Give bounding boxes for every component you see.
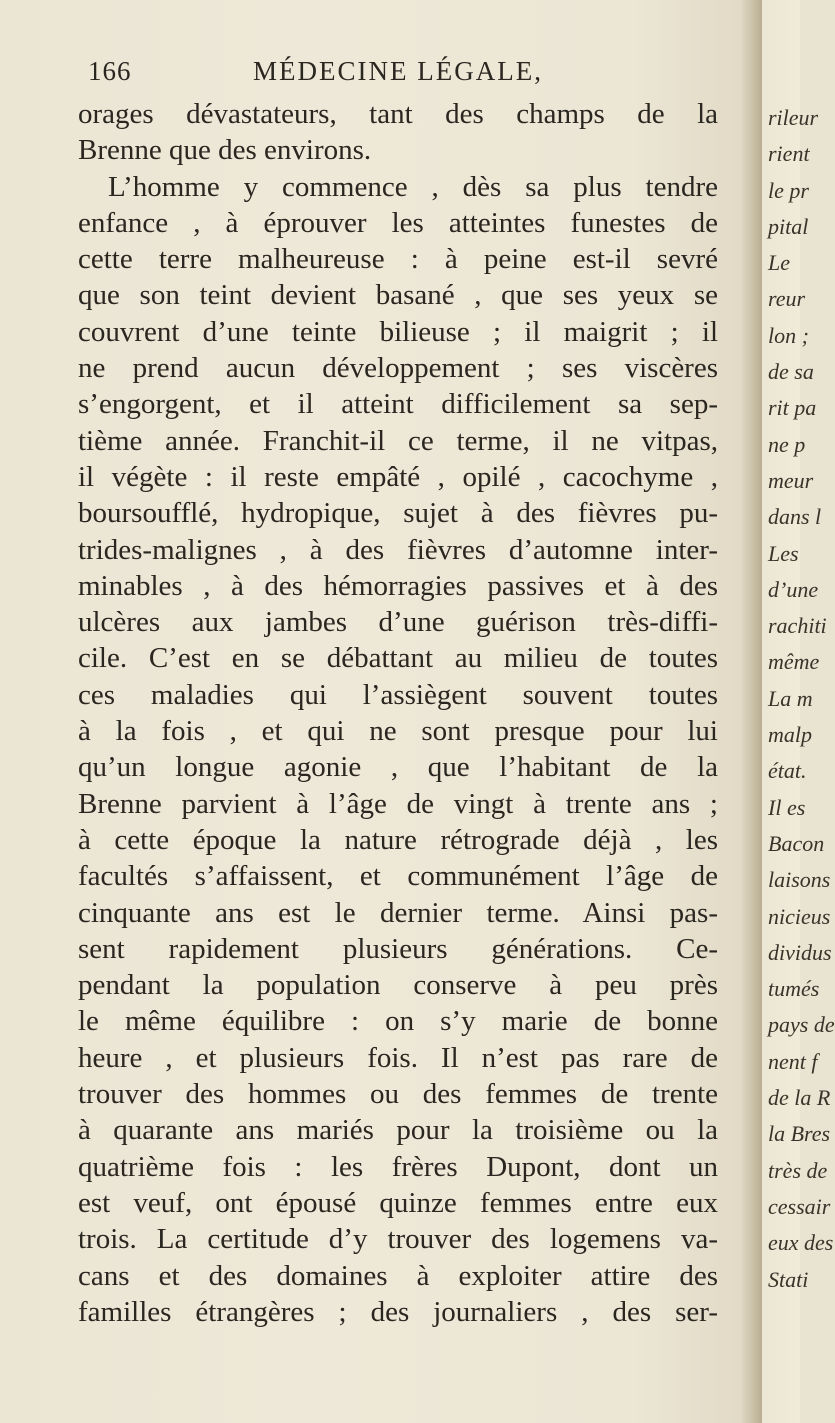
- text-line: s’engorgent, et il atteint difficilement sa sep-: [78, 388, 718, 421]
- text-line: couvrent d’une teinte bilieuse ; il maigrit ; il: [78, 315, 718, 348]
- fragment: nicieus: [768, 903, 831, 929]
- fragment: tumés: [768, 976, 820, 1002]
- fragment: état.: [768, 758, 807, 784]
- text-line: pendant la population conserve à peu près: [78, 969, 718, 1002]
- text-line: sent rapidement plusieurs générations. Ce-: [78, 932, 718, 965]
- book-gutter: [742, 0, 762, 1423]
- text-line: orages dévastateurs, tant des champs de la: [78, 98, 718, 130]
- text-line: qu’un longue agonie , que l’habitant de la: [78, 751, 718, 784]
- fragment: de sa: [768, 359, 814, 385]
- text-line: boursoufflé, hydropique, sujet à des fièvres pu-: [78, 497, 718, 530]
- fragment: rient: [768, 141, 810, 167]
- fragment: rachiti: [768, 613, 827, 639]
- fragment: rileur: [768, 105, 819, 130]
- text-line: que son teint devient basané , que ses yeux se: [78, 279, 718, 312]
- text-line: cette terre malheureuse : à peine est-il sevré: [78, 243, 718, 276]
- fragment: ne p: [768, 431, 806, 457]
- text-line: ulcères aux jambes d’une guérison très-diffi-: [78, 606, 718, 639]
- text-line: Brenne parvient à l’âge de vingt à trente ans ;: [78, 787, 718, 820]
- adjacent-page-edge: [762, 0, 835, 1423]
- fragment: Les: [768, 540, 799, 566]
- text-line: trouver des hommes ou des femmes de trente: [78, 1078, 718, 1111]
- text-line: enfance , à éprouver les atteintes funestes de: [78, 206, 718, 239]
- fragment: d’une: [768, 576, 819, 602]
- text-line: à quarante ans mariés pour la troisième ou la: [78, 1114, 718, 1147]
- text-line: à cette époque la nature rétrograde déjà , les: [78, 823, 718, 856]
- fragment: Stati: [768, 1266, 809, 1292]
- fragment: la Bres: [768, 1121, 831, 1147]
- text-line: le même équilibre : on s’y marie de bonne: [78, 1005, 718, 1038]
- fragment: Le: [768, 250, 790, 276]
- fragment: très de: [768, 1157, 828, 1183]
- text-line: Brenne que des environs.: [78, 134, 372, 167]
- text-line: heure , et plusieurs fois. Il n’est pas rare de: [78, 1041, 718, 1074]
- fragment: de la R: [768, 1085, 831, 1111]
- text-line: quatrième fois : les frères Dupont, dont un: [78, 1150, 718, 1183]
- fragment: reur: [768, 286, 806, 312]
- text-line: facultés s’affaissent, et communément l’âge de: [78, 860, 718, 893]
- fragment: dans l: [768, 504, 822, 530]
- fragment: eux des: [768, 1230, 834, 1256]
- fragment: nent f: [768, 1048, 818, 1074]
- page-number: 166: [88, 56, 132, 86]
- text-line: trides-malignes , à des fièvres d’automne inter-: [78, 533, 718, 566]
- fragment: lon ;: [768, 322, 809, 348]
- fragment: pital: [768, 213, 809, 239]
- fragment: meur: [768, 467, 814, 493]
- text-line: à la fois , et qui ne sont presque pour lui: [78, 715, 718, 748]
- text-line: cinquante ans est le dernier terme. Ainsi pas-: [78, 896, 718, 929]
- fragment: le pr: [768, 177, 809, 203]
- fragment: cessair: [768, 1193, 831, 1219]
- text-line: cans et des domaines à exploiter attire des: [78, 1259, 718, 1292]
- fragment: rit pa: [768, 395, 817, 421]
- text-line: trois. La certitude d’y trouver des logemens va-: [78, 1223, 718, 1256]
- text-line: ne prend aucun développement ; ses viscères: [78, 352, 718, 385]
- body-text: [78, 96, 718, 1330]
- fragment: malp: [768, 722, 812, 748]
- fragment: Il es: [768, 794, 806, 820]
- running-title: MÉDECINE LÉGALE,: [253, 56, 543, 86]
- text-line: tième année. Franchit-il ce terme, il ne vitpas,: [78, 424, 718, 457]
- fragment: même: [768, 649, 820, 675]
- fragment: dividus: [768, 939, 832, 965]
- fragment: Bacon: [768, 830, 825, 856]
- fragment: La m: [768, 685, 813, 711]
- text-line: minables , à des hémorragies passives et à des: [78, 569, 718, 602]
- text-line: L’homme y commence , dès sa plus tendre: [108, 170, 718, 203]
- adjacent-page-fragments: [768, 100, 835, 1298]
- text-line: est veuf, ont épousé quinze femmes entre eux: [78, 1186, 718, 1219]
- text-line: il végète : il reste empâté , opilé , cacochyme ,: [78, 460, 718, 493]
- text-line: familles étrangères ; des journaliers , des ser-: [78, 1295, 718, 1328]
- text-line: ces maladies qui l’assiègent souvent toutes: [78, 678, 718, 711]
- fragment: laisons: [768, 867, 831, 893]
- text-line: cile. C’est en se débattant au milieu de toutes: [78, 642, 718, 675]
- fragment: pays de: [768, 1012, 835, 1038]
